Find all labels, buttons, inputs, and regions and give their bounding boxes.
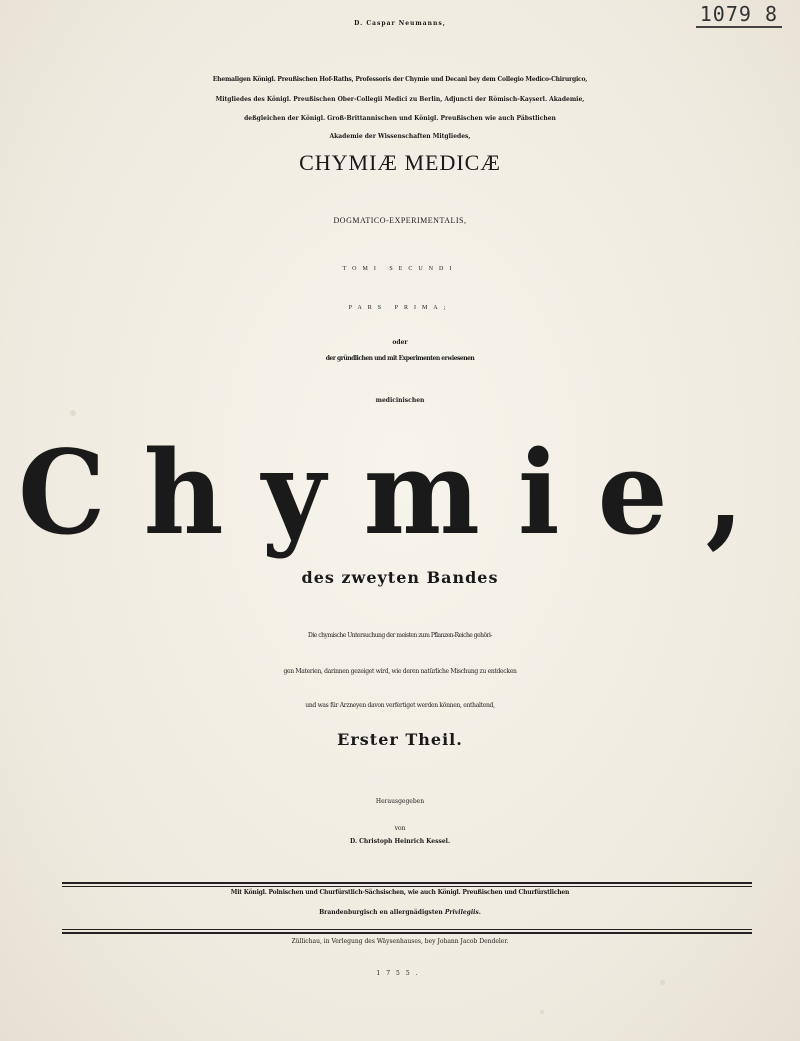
divider-rule — [62, 882, 752, 884]
latin-title-line-1: CHYMIÆ MEDICÆ — [299, 150, 501, 175]
privilege-line-1: Mit Königl. Polnischen und Churfürstlich-Sächsischen, wie auch Königl. Preußischen und Churfürstlichen — [230, 889, 570, 896]
description-line-2: gen Materien, darinnen gezeiget wird, wie deren natürliche Mischung zu entdecken — [283, 668, 517, 675]
latin-title-line-2: DOGMATICO-EXPERIMENTALIS, — [333, 216, 467, 225]
edited-label: Herausgegeben — [375, 798, 425, 805]
paper-spot — [540, 1010, 544, 1014]
part-title: Erster Theil. — [337, 730, 463, 749]
privilege-latin-word: Privilegiis. — [444, 909, 481, 916]
divider-rule — [62, 886, 752, 887]
paper-spot — [660, 980, 665, 985]
author-titles-line-4: Akademie der Wissenschaften Mitgliedes, — [329, 133, 471, 140]
latin-title-line-4: PARS PRIMA; — [348, 305, 452, 311]
author-titles-line-2: Mitgliedes des Königl. Preußischen Ober-Collegii Medici zu Berlin, Adjuncti der Römisch-Kayserl. Akademie, — [215, 96, 585, 103]
divider-rule — [62, 929, 752, 930]
volume-line: des zweyten Bandes — [301, 568, 499, 587]
imprint-line: Züllichau, in Verlegung des Wäysenhauses, bey Johann Jacob Dendeler. — [291, 938, 509, 945]
german-subtitle-line-2: medicinischen — [375, 397, 425, 404]
author-titles-line-3: deßgleichen der Königl. Groß-Brittannischen und Königl. Preußischen wie auch Päbstlichen — [244, 115, 556, 122]
description-line-1: Die chymische Untersuchung der meisten zum Pflanzen-Reiche gehöri- — [308, 632, 492, 639]
latin-title-line-3: TOMI SECUNDI — [342, 266, 458, 272]
author-titles-line-1: Ehemaligen Königl. Preußischen Hof-Raths, Professoris der Chymie und Decani bey dem Collegio Medico-Chirurgico, — [212, 76, 588, 83]
divider-rule — [62, 932, 752, 934]
author-name: D. Caspar Neumanns, — [354, 20, 446, 27]
editor-name: D. Christoph Heinrich Kessel. — [349, 838, 451, 845]
german-main-title: Chymie, — [18, 424, 782, 561]
description-line-3: und was für Arzneyen davon verfertiget werden können, enthaltend, — [305, 702, 495, 709]
german-subtitle-line-1: der gründlichen und mit Experimenten erwiesenen — [325, 355, 475, 362]
privilege-line-2 — [0, 909, 800, 916]
by-label: von — [394, 825, 406, 832]
publication-year: 1755. — [376, 970, 424, 977]
shelfmark-stamp: 1079 8 — [696, 2, 782, 28]
connector-oder: oder — [392, 339, 408, 346]
privilege-line-2-text: Brandenburgisch en allergnädigsten — [319, 909, 443, 916]
